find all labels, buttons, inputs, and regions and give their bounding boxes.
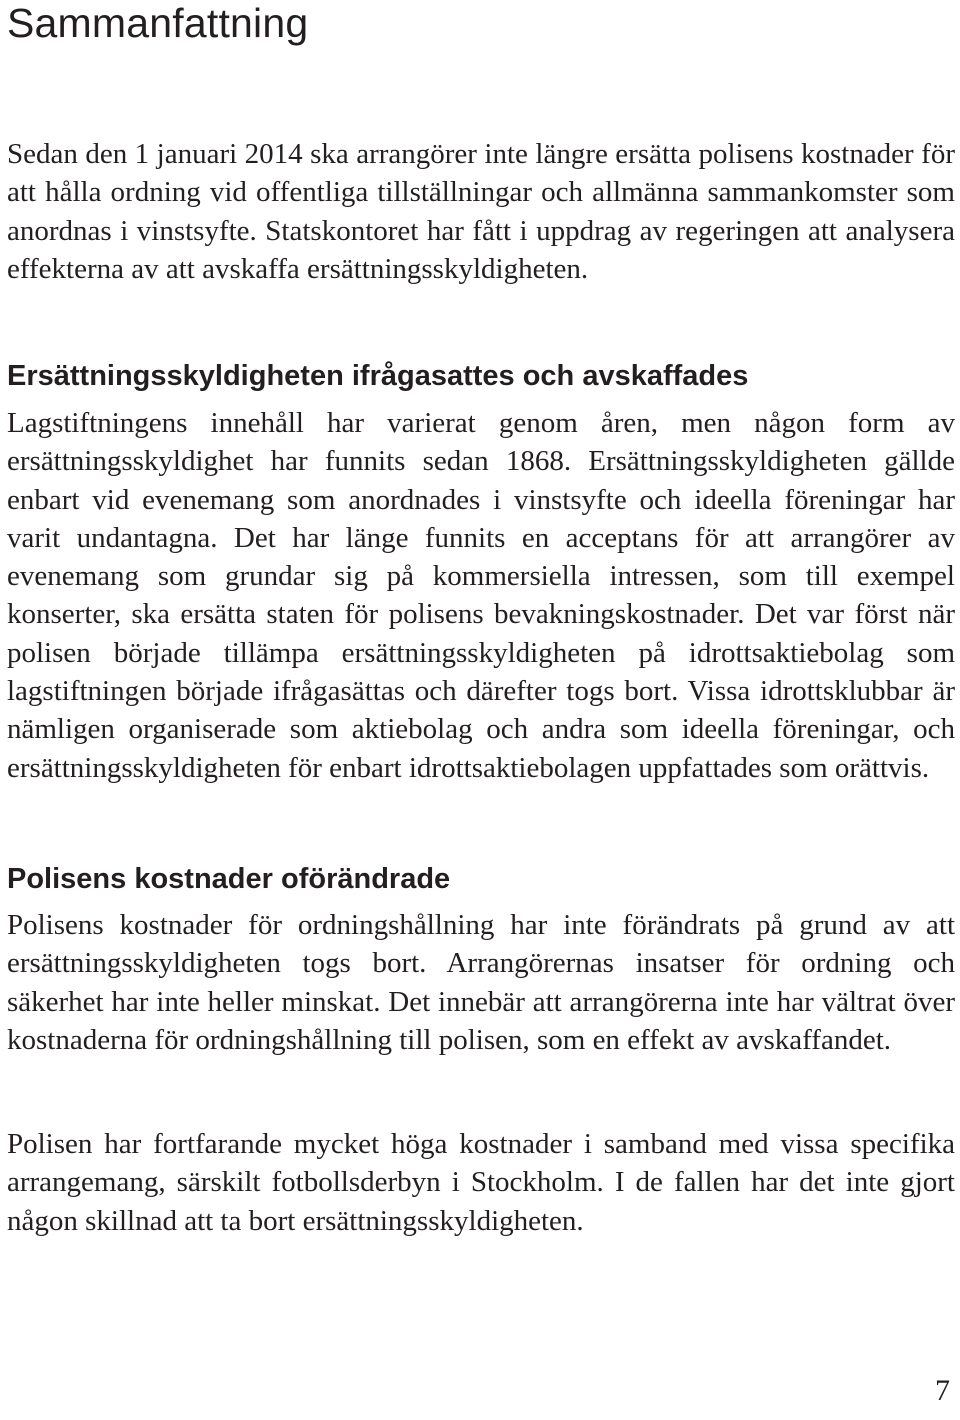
section-paragraph: Polisen har fortfarande mycket höga kostnader i samband med vissa specifika arrangemang, särskilt fotbollsderbyn i Stockholm. I de fallen har det inte gjort någon skillnad att ta bort ersättningsskyldigheten.: [7, 1128, 955, 1237]
section-paragraph: Lagstiftningens innehåll har varierat genom åren, men någon form av ersättningsskyldighet har funnits sedan 1868. Ersättningsskyldigheten gällde enbart vid evenemang som anordnades i vinstsyfte och ideella föreningar har varit undantagna. Det har länge funnits en acceptans för att arrangörer av evenemang som grundar sig på kommersiella intressen, som till exempel konserter, ska ersätta staten för polisens bevakningskostnader. Det var först när polisen började tillämpa ersättningsskyldigheten på idrottsaktiebolag som lagstiftningen började ifrågasättas och därefter togs bort. Vissa idrottsklubbar är nämligen organiserade som aktiebolag och andra som ideella föreningar, och ersättningsskyldigheten för enbart idrottsaktiebolagen uppfattades som orättvis.: [7, 407, 955, 784]
page-title: Sammanfattning: [7, 0, 309, 46]
section-heading: Polisens kostnader oförändrade: [7, 863, 451, 895]
section-heading: Ersättningsskyldigheten ifrågasattes och avskaffades: [7, 360, 749, 392]
page-number: 7: [935, 1374, 950, 1407]
section-paragraph: Polisens kostnader för ordningshållning har inte förändrats på grund av att ersättningsskyldigheten togs bort. Arrangörernas insatser för ordning och säkerhet har inte heller minskat. Det innebär att arrangörerna inte har vältrat över kostnaderna för ordningshållning till polisen, som en effekt av avskaffandet.: [7, 909, 955, 1056]
intro-paragraph: Sedan den 1 januari 2014 ska arrangörer inte längre ersätta polisens kostnader för att hålla ordning vid offentliga tillställningar och allmänna sammankomster som anordnas i vinstsyfte. Statskontoret har fått i uppdrag av regeringen att analysera effekterna av att avskaffa ersättningsskyldigheten.: [7, 138, 955, 285]
